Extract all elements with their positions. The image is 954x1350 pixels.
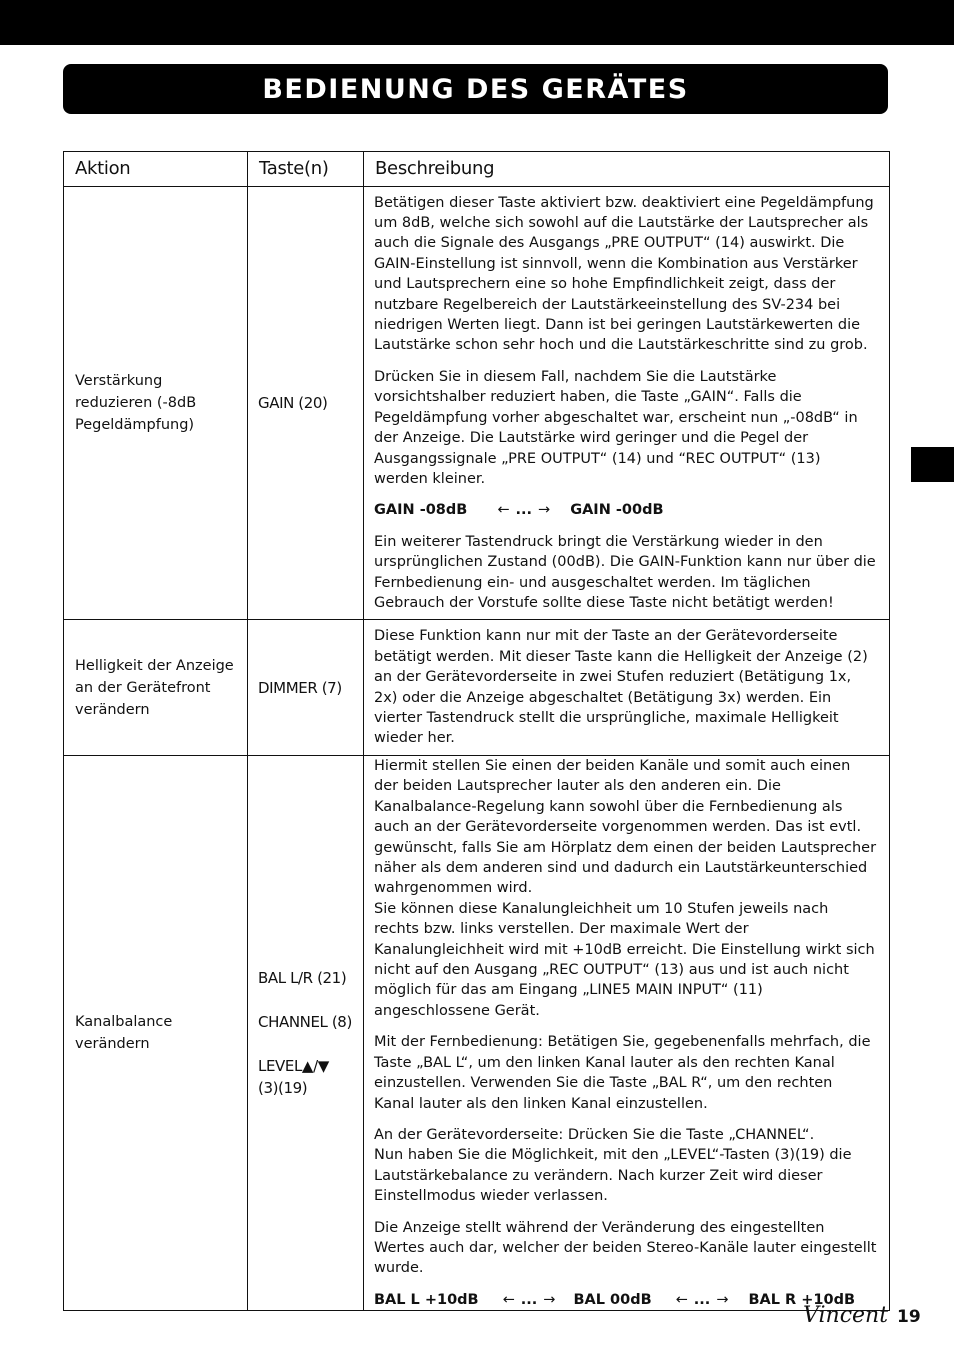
title-banner bbox=[63, 64, 888, 114]
page-number: 19 bbox=[897, 1307, 921, 1327]
section-tab-marker bbox=[911, 447, 954, 482]
key-label: CHANNEL (8) bbox=[258, 1013, 352, 1032]
description-paragraph: Hiermit stellen Sie einen der beiden Kanäle und somit auch einen der beiden Lautsprecher lauter als den anderen ein. Die Kanalbalance-Regelung kann sowohl über die Fernbedienung als auch an der Gerätevorderseite vorgenommen werden. Das ist evtl. gewünscht, falls Sie am Hörplatz dem einen der beiden Lautsprecher näher als dem anderen sind und dadurch ein Lautstärkeunterschied wahrgenommen wird. Sie können diese Kanalungleichheit um 10 Stufen jeweils nach rechts bzw. links verstellen. Der maximale Wert der Kanalungleichheit wird mit +10dB erreicht. Die Einstellung wirkt sich nicht auf den Ausgang „REC OUTPUT“ (13) aus und ist auch nicht möglich für das am Eingang „LINE5 MAIN INPUT“ (11) angeschlossene Gerät. bbox=[374, 758, 877, 1019]
description-paragraph: Drücken Sie in diesem Fall, nachdem Sie die Lautstärke vorsichtshalber reduziert haben, die Taste „GAIN“. Falls die Pegeldämpfung vorher abgeschaltet war, erscheint nun „-08dB“ in der Anzeige. Die Lautstärke wird geringer und die Pegel der Ausgangssignale „PRE OUTPUT“ (14) und “REC OUTPUT“ (13) werden kleiner. bbox=[374, 368, 858, 487]
display-value: GAIN -08dB bbox=[374, 502, 468, 519]
arrow-left-icon: ← bbox=[502, 1291, 515, 1308]
key-label: LEVEL▲/▼ (3)(19) bbox=[258, 1057, 329, 1098]
action-cell: Kanalbalance verändern bbox=[64, 756, 248, 1311]
description-paragraph: Betätigen dieser Taste aktiviert bzw. deaktiviert eine Pegeldämpfung um 8dB, welche sich sowohl auf die Lautstärke der Lautsprecher als auch die Signale des Ausgangs „PRE OUTPUT“ (14) auswirkt. Die GAIN-Einstellung ist sinnvoll, wenn die Kombination aus Verstärker und Lautsprechern eine so hohe Empfindlichkeit zeigt, dass der nutzbare Regelbereich der Lautstärkeeinstellung des SV-234 bei niedrigen Werten liegt. Dann ist bei geringen Lautstärkewerten die Lautstärke schon sehr hoch und die Lautstärkeschritte sind zu grob. bbox=[374, 194, 874, 354]
page-title: BEDIENUNG DES GERÄTES bbox=[262, 73, 689, 105]
ellipsis: ... bbox=[520, 1291, 538, 1308]
keys-cell bbox=[248, 187, 364, 620]
operation-table bbox=[63, 151, 890, 1311]
ellipsis: ... bbox=[515, 502, 533, 519]
key-label: BAL L/R (21) bbox=[258, 969, 347, 988]
key-label: GAIN (20) bbox=[258, 394, 328, 412]
description-cell bbox=[364, 187, 890, 620]
display-value: BAL L +10dB bbox=[374, 1291, 479, 1308]
description-cell bbox=[364, 756, 890, 1311]
keys-cell bbox=[248, 756, 364, 1311]
table-row-dimmer bbox=[64, 620, 890, 756]
description-paragraph: Ein weiterer Tastendruck bringt die Verstärkung wieder in den ursprünglichen Zustand (00dB). Die GAIN-Funktion kann nur über die Fernbedienung ein- und ausgeschaltet werden. Im täglichen Gebrauch der Vorstufe sollte diese Taste nicht betätigt werden! bbox=[374, 533, 876, 611]
description-paragraph: Diese Funktion kann nur mit der Taste an der Gerätevorderseite betätigt werden. Mit dieser Taste kann die Helligkeit der Anzeige (2) an der Gerätevorderseite in zwei Stufen reduziert (Betätigung 1x, 2x) oder die Anzeige abgeschaltet (Betätigung 3x) werden. Ein vierter Tastendruck stellt die ursprüngliche, maximale Helligkeit wieder her. bbox=[374, 628, 868, 747]
table-row-balance bbox=[64, 756, 890, 1311]
display-sequence bbox=[374, 500, 877, 520]
display-value: BAL 00dB bbox=[573, 1291, 652, 1308]
display-value: BAL R +10dB bbox=[748, 1291, 856, 1308]
table-row-gain bbox=[64, 187, 890, 620]
display-sequence bbox=[374, 1290, 877, 1310]
arrow-left-icon: ← bbox=[497, 502, 510, 519]
action-cell: Helligkeit der Anzeige an der Gerätefront verändern bbox=[64, 620, 248, 756]
arrow-left-icon: ← bbox=[675, 1291, 688, 1308]
header-description: Beschreibung bbox=[364, 152, 890, 187]
top-black-bar bbox=[0, 0, 954, 45]
description-cell bbox=[364, 620, 890, 756]
table-header-row bbox=[64, 152, 890, 187]
description-paragraph: Mit der Fernbedienung: Betätigen Sie, gegebenenfalls mehrfach, die Taste „BAL L“, um den linken Kanal lauter als den rechten Kanal einzustellen. Verwenden Sie die Taste „BAL R“, um den rechten Kanal lauter als den linken Kanal einzustellen. bbox=[374, 1034, 871, 1112]
arrow-right-icon: → bbox=[543, 1291, 556, 1308]
brand-logo: Vincent bbox=[803, 1303, 889, 1328]
description-paragraph: Die Anzeige stellt während der Veränderung des eingestellten Wertes auch dar, welcher der beiden Stereo-Kanäle lauter eingestellt wurde. bbox=[374, 1219, 877, 1277]
keys-cell bbox=[248, 620, 364, 756]
ellipsis: ... bbox=[693, 1291, 711, 1308]
action-cell: Verstärkung reduzieren (-8dB Pegeldämpfung) bbox=[64, 187, 248, 620]
arrow-right-icon: → bbox=[538, 502, 551, 519]
arrow-right-icon: → bbox=[716, 1291, 729, 1308]
header-action: Aktion bbox=[64, 152, 248, 187]
key-label: DIMMER (7) bbox=[258, 678, 342, 697]
description-paragraph: An der Gerätevorderseite: Drücken Sie die Taste „CHANNEL“. Nun haben Sie die Möglichkeit, mit den „LEVEL“-Tasten (3)(19) die Lautstärkebalance zu verändern. Nach kurzer Zeit wird dieser Einstellmodus wieder verlassen. bbox=[374, 1126, 852, 1205]
display-value: GAIN -00dB bbox=[570, 502, 664, 519]
header-keys: Taste(n) bbox=[248, 152, 364, 187]
